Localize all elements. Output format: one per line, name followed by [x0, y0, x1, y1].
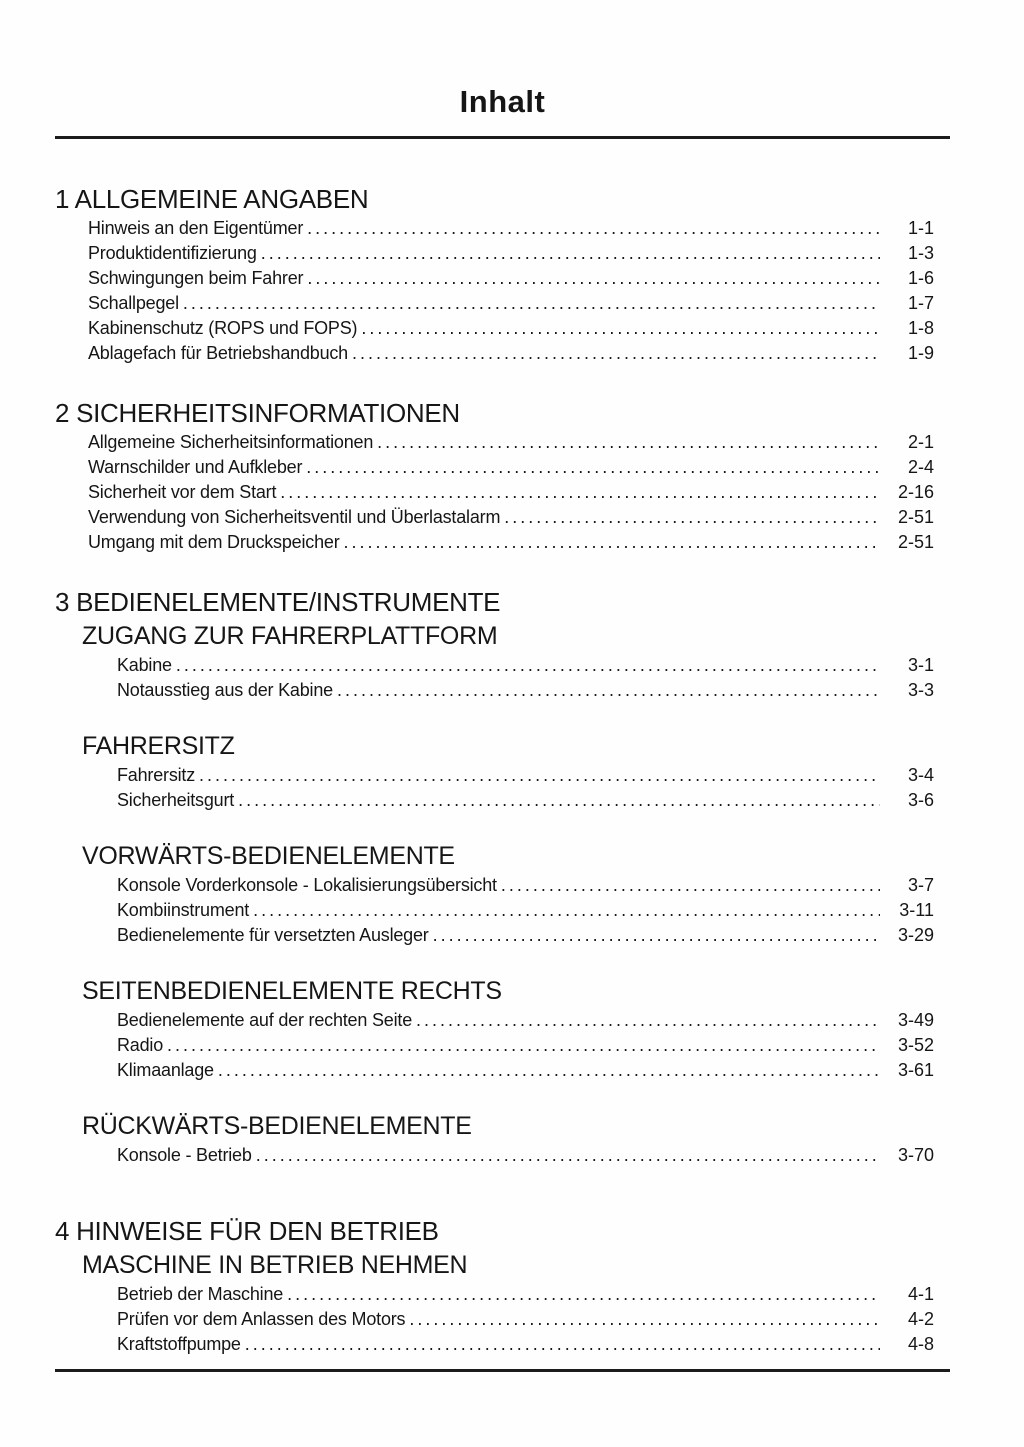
- toc-entry-label: Kombiinstrument: [117, 900, 250, 920]
- section-heading: ZUGANG ZUR FAHRERPLATTFORM: [82, 622, 498, 650]
- toc-entry: [88, 341, 950, 366]
- toc-entry: [117, 873, 950, 898]
- toc-entry-label: Konsole Vorderkonsole - Lokalisierungsübersicht: [117, 875, 497, 895]
- toc-entry-label: Verwendung von Sicherheitsventil und Überlastalarm: [88, 507, 501, 527]
- chapter-allgemeine-angaben: [55, 184, 950, 366]
- section-heading: VORWÄRTS-BEDIENELEMENTE: [82, 842, 455, 870]
- toc-entry-label: Klimaanlage: [117, 1060, 214, 1080]
- dot-leader: [433, 923, 880, 948]
- toc-entry: [88, 430, 950, 455]
- toc-entry-label: Produktidentifizierung: [88, 243, 257, 263]
- section-entries: [117, 1008, 950, 1083]
- dot-leader: [344, 530, 881, 555]
- section-vorwaerts-bedienelemente: [82, 841, 950, 948]
- toc-entry-page: 1-3: [907, 243, 934, 263]
- chapter-heading: 3 BEDIENELEMENTE/INSTRUMENTE: [55, 587, 501, 617]
- chapter-entries: [88, 430, 950, 555]
- toc-entry-page: 3-52: [897, 1035, 934, 1055]
- dot-leader: [501, 873, 880, 898]
- toc-entry: [88, 241, 950, 266]
- dot-leader: [306, 455, 880, 480]
- toc-entry-label: Hinweis an den Eigentümer: [88, 218, 304, 238]
- chapter-heading: 1 ALLGEMEINE ANGABEN: [55, 184, 369, 214]
- toc-entry: [117, 1008, 950, 1033]
- section-heading: RÜCKWÄRTS-BEDIENELEMENTE: [82, 1112, 472, 1140]
- toc-entry: [117, 788, 950, 813]
- toc-entry: [117, 1282, 950, 1307]
- toc-entry-label: Prüfen vor dem Anlassen des Motors: [117, 1309, 406, 1329]
- toc-entry: [88, 455, 950, 480]
- toc-entry: [88, 216, 950, 241]
- toc-entry-label: Schwingungen beim Fahrer: [88, 268, 304, 288]
- toc-entry-page: 2-51: [897, 507, 934, 527]
- toc-entry-page: 4-1: [907, 1284, 934, 1304]
- dot-leader: [377, 430, 880, 455]
- toc-entry: [88, 530, 950, 555]
- toc-entry-label: Radio: [117, 1035, 164, 1055]
- dot-leader: [287, 1282, 880, 1307]
- toc-entry-page: 3-61: [897, 1060, 934, 1080]
- toc-entry-page: 4-8: [907, 1334, 934, 1354]
- toc-entry: [88, 266, 950, 291]
- toc-entry-label: Notausstieg aus der Kabine: [117, 680, 333, 700]
- toc-entry-label: Bedienelemente für versetzten Ausleger: [117, 925, 429, 945]
- dot-leader: [361, 316, 880, 341]
- page-title: Inhalt: [459, 84, 546, 119]
- toc-entry: [117, 923, 950, 948]
- dot-leader: [238, 788, 880, 813]
- toc-entry-page: 1-7: [907, 293, 934, 313]
- toc-entry-page: 1-9: [907, 343, 934, 363]
- chapter-sicherheitsinformationen: [55, 398, 950, 555]
- toc-entry-page: 2-51: [897, 532, 934, 552]
- section-heading: FAHRERSITZ: [82, 732, 235, 760]
- dot-leader: [261, 241, 880, 266]
- toc-entry-label: Kabinenschutz (ROPS und FOPS): [88, 318, 358, 338]
- section-heading: SEITENBEDIENELEMENTE RECHTS: [82, 977, 502, 1005]
- dot-leader: [218, 1058, 880, 1083]
- chapter-entries: [88, 216, 950, 366]
- toc-entry-page: 3-4: [907, 765, 934, 785]
- toc-entry-label: Allgemeine Sicherheitsinformationen: [88, 432, 374, 452]
- toc-entry-page: 3-6: [907, 790, 934, 810]
- toc-entry-page: 1-6: [907, 268, 934, 288]
- toc-entry: [117, 1307, 950, 1332]
- toc-entry: [117, 678, 950, 703]
- dot-leader: [504, 505, 880, 530]
- toc-entry: [88, 316, 950, 341]
- toc-entry-page: 3-7: [907, 875, 934, 895]
- toc-entry-page: 3-70: [897, 1145, 934, 1165]
- chapter-bedienelemente-instrumente: [55, 587, 950, 1168]
- toc-entry-page: 3-3: [907, 680, 934, 700]
- dot-leader: [183, 291, 880, 316]
- toc-entry-page: 2-1: [907, 432, 934, 452]
- page-content: [55, 0, 950, 1372]
- toc-entry: [88, 291, 950, 316]
- dot-leader: [416, 1008, 880, 1033]
- toc-entry-page: 3-1: [907, 655, 934, 675]
- dot-leader: [167, 1033, 880, 1058]
- chapter-heading: 4 HINWEISE FÜR DEN BETRIEB: [55, 1216, 439, 1246]
- toc-entry: [117, 1033, 950, 1058]
- toc-entry: [88, 505, 950, 530]
- dot-leader: [245, 1332, 880, 1357]
- toc-entry-label: Konsole - Betrieb: [117, 1145, 252, 1165]
- section-seitenbedienelemente-rechts: [82, 976, 950, 1083]
- title-divider-rule: [55, 136, 950, 139]
- dot-leader: [253, 898, 880, 923]
- toc-entry-page: 2-4: [907, 457, 934, 477]
- dot-leader: [256, 1143, 880, 1168]
- toc-entry-label: Betrieb der Maschine: [117, 1284, 284, 1304]
- section-entries: [117, 1282, 950, 1357]
- toc-entry: [88, 480, 950, 505]
- toc-entry-page: 1-1: [907, 218, 934, 238]
- toc-entry: [117, 763, 950, 788]
- toc-entry-label: Kraftstoffpumpe: [117, 1334, 241, 1354]
- section-fahrersitz: [82, 731, 950, 813]
- section-entries: [117, 1143, 950, 1168]
- toc-entry: [117, 1143, 950, 1168]
- section-entries: [117, 653, 950, 703]
- toc-entry-label: Warnschilder und Aufkleber: [88, 457, 303, 477]
- dot-leader: [307, 216, 880, 241]
- toc-entry-page: 3-11: [899, 900, 934, 920]
- toc-entry-label: Sicherheit vor dem Start: [88, 482, 277, 502]
- toc-entry-label: Umgang mit dem Druckspeicher: [88, 532, 340, 552]
- toc-entry: [117, 1332, 950, 1357]
- toc-entry: [117, 1058, 950, 1083]
- dot-leader: [280, 480, 880, 505]
- section-zugang-zur-fahrerplattform: [82, 621, 950, 703]
- toc-entry: [117, 653, 950, 678]
- toc-entry-page: 3-49: [897, 1010, 934, 1030]
- toc-entry-label: Bedienelemente auf der rechten Seite: [117, 1010, 413, 1030]
- dot-leader: [409, 1307, 880, 1332]
- footer-divider-rule: [55, 1369, 950, 1372]
- toc-entry-label: Fahrersitz: [117, 765, 196, 785]
- dot-leader: [352, 341, 880, 366]
- toc-entry-label: Sicherheitsgurt: [117, 790, 235, 810]
- chapter-hinweise-fuer-den-betrieb: [55, 1216, 950, 1357]
- toc-entry-page: 2-16: [897, 482, 934, 502]
- toc-entry: [117, 898, 950, 923]
- toc-entry-page: 1-8: [907, 318, 934, 338]
- section-entries: [117, 763, 950, 813]
- section-heading: MASCHINE IN BETRIEB NEHMEN: [82, 1251, 468, 1279]
- toc-entry-label: Schallpegel: [88, 293, 179, 313]
- toc-entry-page: 3-29: [897, 925, 934, 945]
- section-entries: [117, 873, 950, 948]
- toc-entry-label: Kabine: [117, 655, 172, 675]
- toc-entry-label: Ablagefach für Betriebshandbuch: [88, 343, 348, 363]
- dot-leader: [199, 763, 880, 788]
- dot-leader: [307, 266, 880, 291]
- chapter-heading: 2 SICHERHEITSINFORMATIONEN: [55, 398, 460, 428]
- section-maschine-in-betrieb-nehmen: [82, 1250, 950, 1357]
- toc-entry-page: 4-2: [907, 1309, 934, 1329]
- dot-leader: [337, 678, 880, 703]
- dot-leader: [176, 653, 880, 678]
- section-rueckwaerts-bedienelemente: [82, 1111, 950, 1168]
